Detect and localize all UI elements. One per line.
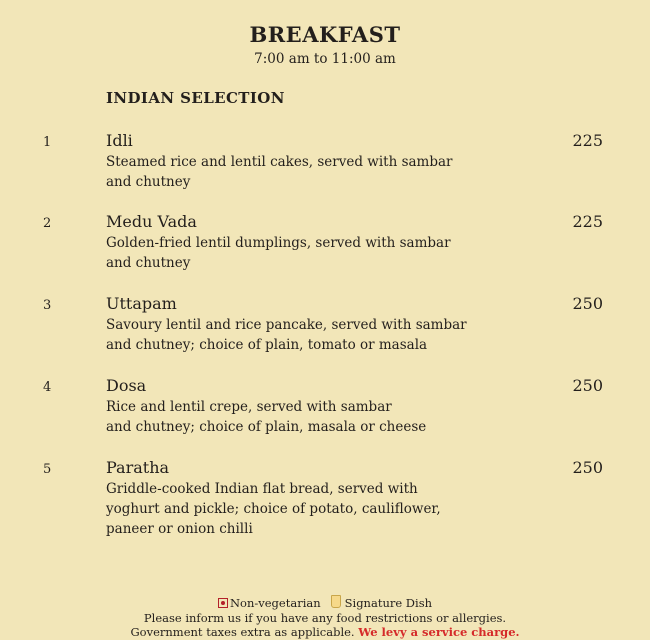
menu-footer [0,595,650,640]
legend-signature-label: Signature Dish [344,596,433,610]
description-line: Rice and lentil crepe, served with sambar [106,399,392,415]
tax-note [0,625,650,640]
description-line: and chutney [106,174,191,190]
page-title: BREAKFAST [249,22,401,47]
description-line: and chutney [106,255,191,271]
item-number: 2 [43,216,52,231]
allergy-note: Please inform us if you have any food restrictions or allergies. [143,610,507,625]
description-line: and chutney; choice of plain, tomato or masala [106,337,428,353]
description-line: and chutney; choice of plain, masala or cheese [106,419,427,435]
service-charge-note: We levy a service charge. [358,625,520,639]
item-description [106,152,526,192]
item-price: 250 [572,294,603,313]
item-name: Uttapam [106,294,177,313]
description-line: paneer or onion chilli [106,521,253,537]
item-number: 4 [43,380,52,395]
item-price: 250 [572,376,603,395]
item-number: 5 [43,462,52,477]
non-veg-icon [218,598,228,608]
item-name: Paratha [106,458,170,477]
legend [0,595,650,611]
description-line: Steamed rice and lentil cakes, served with sambar [106,154,453,170]
legend-nonveg-label: Non-vegetarian [229,596,321,610]
description-line: Savoury lentil and rice pancake, served with sambar [106,317,467,333]
item-price: 250 [572,458,603,477]
item-description [106,315,526,355]
item-name: Dosa [106,376,147,395]
service-hours: 7:00 am to 11:00 am [254,51,396,67]
item-name: Idli [106,131,133,150]
description-line: Golden-fried lentil dumplings, served with sambar [106,235,451,251]
item-description [106,397,526,437]
section-title: INDIAN SELECTION [106,89,285,107]
item-price: 225 [572,131,603,150]
description-line: yoghurt and pickle; choice of potato, cauliflower, [106,501,441,517]
menu-header [0,22,650,68]
item-price: 225 [572,212,603,231]
item-name: Medu Vada [106,212,197,231]
signature-dish-icon [331,595,341,608]
item-description [106,233,526,273]
item-number: 1 [43,135,52,150]
description-line: Griddle-cooked Indian flat bread, served with [106,481,418,497]
item-description [106,479,526,539]
item-number: 3 [43,298,52,313]
tax-note-text: Government taxes extra as applicable. [130,625,355,639]
